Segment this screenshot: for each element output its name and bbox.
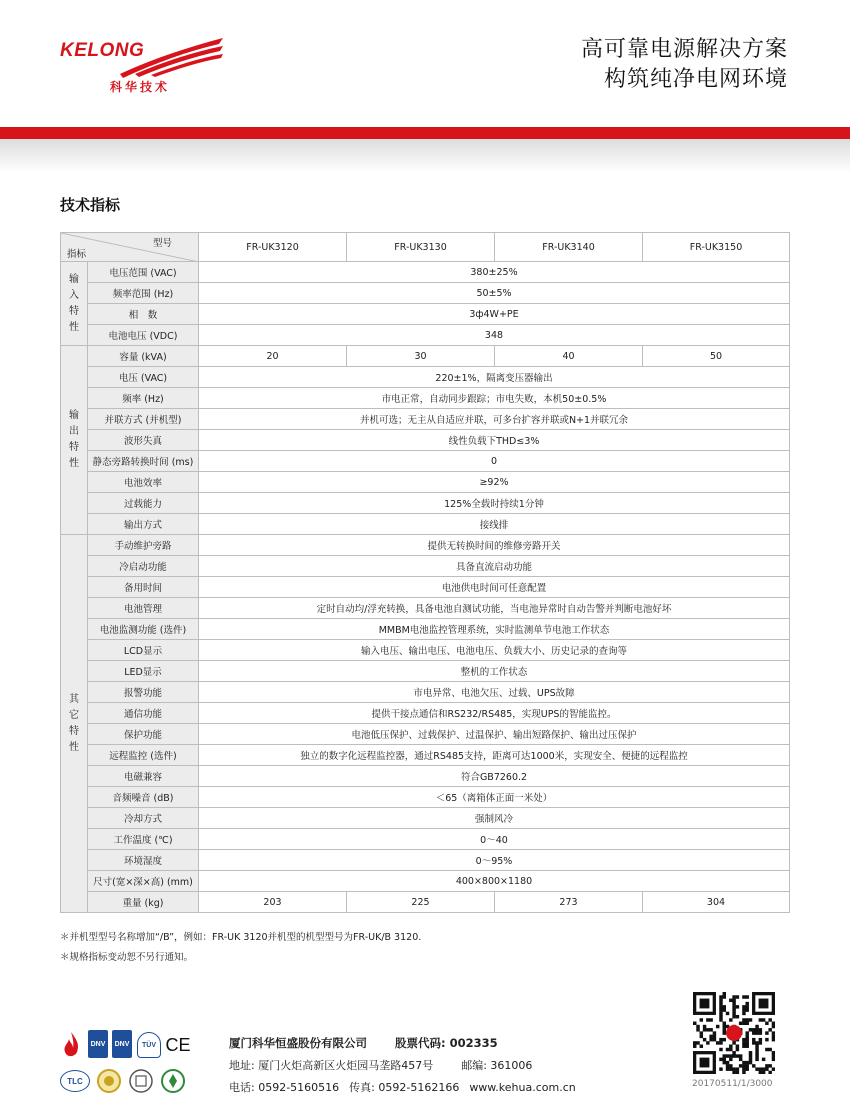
spec-label: 电池监测功能 (选件): [88, 619, 199, 640]
tuv-icon: [137, 1032, 161, 1058]
table-row: [61, 766, 790, 787]
tlc-label: TLC: [67, 1076, 83, 1086]
spec-label: 重量 (kg): [88, 892, 199, 913]
table-row: [61, 535, 790, 556]
table-row: [61, 745, 790, 766]
table-row: [61, 577, 790, 598]
spec-value: 独立的数字化远程监控器，通过RS485支持，距离可达1000米，实现安全、便捷的远程监控: [199, 745, 790, 766]
spec-value: 提供无转换时间的维修旁路开关: [199, 535, 790, 556]
spec-label: 静态旁路转换时间 (ms): [88, 451, 199, 472]
dnv-label: DNV: [90, 1040, 106, 1048]
weight-value: 203: [199, 892, 347, 913]
footnote: ＊规格指标变动恕不另行通知。: [60, 952, 194, 963]
spec-label: 尺寸(宽×深×高) (mm): [88, 871, 199, 892]
table-row: [61, 325, 790, 346]
table-row: [61, 892, 790, 913]
spec-value: 125%全载时持续1分钟: [199, 493, 790, 514]
spec-value: 提供干接点通信和RS232/RS485，实现UPS的智能监控。: [199, 703, 790, 724]
spec-value: 市电正常，自动同步跟踪；市电失败，本机50±0.5%: [199, 388, 790, 409]
kelong-logo: [60, 30, 225, 100]
spec-label: 工作温度 (℃): [88, 829, 199, 850]
spec-value: 符合GB7260.2: [199, 766, 790, 787]
spec-value: 市电异常、电池欠压、过载、UPS故障: [199, 682, 790, 703]
capacity-value: 30: [347, 346, 495, 367]
ce-label: CE: [165, 1034, 191, 1055]
table-row: [61, 367, 790, 388]
spec-label: 报警功能: [88, 682, 199, 703]
spec-label: 冷启动功能: [88, 556, 199, 577]
qr-code-icon: [693, 992, 775, 1074]
corner-label-spec: 指标: [67, 249, 87, 260]
model-header: FR-UK3130: [347, 233, 495, 262]
spec-label: 容量 (kVA): [88, 346, 199, 367]
table-row: [61, 388, 790, 409]
spec-value: 接线排: [199, 514, 790, 535]
capacity-value: 40: [495, 346, 643, 367]
company-fax: 传真: 0592-5162166: [349, 1081, 460, 1094]
spec-value: 348: [199, 325, 790, 346]
spec-value: 输入电压、输出电压、电池电压、负载大小、历史记录的查询等: [199, 640, 790, 661]
tlc-icon: [60, 1070, 90, 1092]
spec-table: [60, 232, 790, 913]
spec-label: 相 数: [88, 304, 199, 325]
table-row: [61, 871, 790, 892]
spec-value: 线性负载下THD≤3%: [199, 430, 790, 451]
table-row: [61, 640, 790, 661]
table-row: [61, 661, 790, 682]
spec-label: 冷却方式: [88, 808, 199, 829]
spec-label: 环境湿度: [88, 850, 199, 871]
footnotes: [60, 928, 421, 968]
table-row: [61, 808, 790, 829]
group-label: 输 入 特 性: [61, 262, 88, 346]
footnote: ＊并机型型号名称增加“/B”，例如：FR-UK 3120并机型的机型型号为FR-UK/B 3120.: [60, 932, 422, 943]
spec-value: 定时自动均/浮充转换，具备电池自测试功能，当电池异常时自动告警并判断电池好坏: [199, 598, 790, 619]
certification-logos: [60, 1028, 200, 1098]
slogan: [581, 35, 788, 95]
slogan-line-1: 高可靠电源解决方案: [580, 37, 788, 62]
capacity-value: 50: [643, 346, 790, 367]
group-label: 输 出 特 性: [61, 346, 88, 535]
spec-value: 电池低压保护、过载保护、过温保护、输出短路保护、输出过压保护: [199, 724, 790, 745]
quality-badge-icon: [112, 1030, 132, 1058]
emblem-icon: [96, 1068, 122, 1094]
spec-label: 电压 (VAC): [88, 367, 199, 388]
spec-value: 400×800×1180: [199, 871, 790, 892]
page-header: [0, 0, 850, 126]
table-row: [61, 451, 790, 472]
corner-label-model: 型号: [152, 238, 172, 249]
spec-label: 电池管理: [88, 598, 199, 619]
table-header-row: [61, 233, 790, 262]
table-row: [61, 283, 790, 304]
stock-code: 股票代码: 002335: [395, 1036, 498, 1050]
table-row: [61, 787, 790, 808]
logo-text-en: KELONG: [60, 40, 145, 61]
document-number: 20170511/1/3000: [692, 1079, 773, 1089]
spec-value: 强制风冷: [199, 808, 790, 829]
table-row: [61, 346, 790, 367]
table-row: [61, 724, 790, 745]
spec-label: 手动维护旁路: [88, 535, 199, 556]
table-row: [61, 409, 790, 430]
spec-label: 频率 (Hz): [88, 388, 199, 409]
model-header: FR-UK3120: [199, 233, 347, 262]
spec-value: 0～40: [199, 829, 790, 850]
weight-value: 225: [347, 892, 495, 913]
spec-label: 过载能力: [88, 493, 199, 514]
table-row: [61, 556, 790, 577]
company-website: www.kehua.com.cn: [469, 1081, 576, 1094]
table-row: [61, 682, 790, 703]
header-grey-band: [0, 139, 850, 173]
company-info: [229, 1032, 576, 1099]
section-title: 技术指标: [60, 196, 121, 214]
company-address: 地址: 厦门火炬高新区火炬园马垄路457号: [229, 1059, 434, 1072]
spec-label: LED显示: [88, 661, 199, 682]
header-red-bar: [0, 127, 850, 139]
spec-value: ≥92%: [199, 472, 790, 493]
weight-value: 304: [643, 892, 790, 913]
spec-value: MMBM电池监控管理系统，实时监测单节电池工作状态: [199, 619, 790, 640]
dnv-label: DNV: [114, 1040, 130, 1048]
spec-label: 输出方式: [88, 514, 199, 535]
weight-value: 273: [495, 892, 643, 913]
spec-value: 0～95%: [199, 850, 790, 871]
spec-label: 电池效率: [88, 472, 199, 493]
spec-label: 保护功能: [88, 724, 199, 745]
company-postcode: 邮编: 361006: [461, 1059, 533, 1072]
spec-value: 并机可选；无主从自适应并联，可多台扩容并联或N+1并联冗余: [199, 409, 790, 430]
spec-value: 电池供电时间可任意配置: [199, 577, 790, 598]
spec-label: 备用时间: [88, 577, 199, 598]
spec-value: 50±5%: [199, 283, 790, 304]
seal-icon: [128, 1068, 154, 1094]
spec-value: 0: [199, 451, 790, 472]
spec-value: 整机的工作状态: [199, 661, 790, 682]
tuv-label: TÜV: [142, 1041, 156, 1049]
model-header: FR-UK3140: [495, 233, 643, 262]
ce-mark-icon: [164, 1032, 192, 1058]
spec-label: 电池电压 (VDC): [88, 325, 199, 346]
spec-value: 380±25%: [199, 262, 790, 283]
table-row: [61, 829, 790, 850]
table-row: [61, 514, 790, 535]
table-row: [61, 472, 790, 493]
table-row: [61, 850, 790, 871]
spec-label: 电磁兼容: [88, 766, 199, 787]
corner-cell: [61, 233, 199, 262]
environment-icon: [160, 1068, 186, 1094]
spec-label: 远程监控 (选件): [88, 745, 199, 766]
table-row: [61, 703, 790, 724]
spec-label: 音频噪音 (dB): [88, 787, 199, 808]
spec-value: 具备直流启动功能: [199, 556, 790, 577]
flame-icon: [60, 1030, 82, 1060]
spec-label: 通信功能: [88, 703, 199, 724]
model-header: FR-UK3150: [643, 233, 790, 262]
table-row: [61, 598, 790, 619]
spec-label: 电压范围 (VAC): [88, 262, 199, 283]
slogan-line-2: 构筑纯净电网环境: [603, 67, 788, 92]
table-row: [61, 430, 790, 451]
spec-value: 220±1%，隔离变压器输出: [199, 367, 790, 388]
table-row: [61, 262, 790, 283]
spec-label: 波形失真: [88, 430, 199, 451]
group-label: 其 它 特 性: [61, 535, 88, 913]
quality-badge-icon: [88, 1030, 108, 1058]
company-phone: 电话: 0592-5160516: [229, 1081, 340, 1094]
capacity-value: 20: [199, 346, 347, 367]
table-row: [61, 304, 790, 325]
spec-value: 3ф4W+PE: [199, 304, 790, 325]
table-row: [61, 619, 790, 640]
logo-text-cn: 科华技术: [110, 80, 171, 94]
spec-label: LCD显示: [88, 640, 199, 661]
company-name: 厦门科华恒盛股份有限公司: [229, 1036, 367, 1050]
table-row: [61, 493, 790, 514]
spec-value: ＜65（离箱体正面一米处）: [199, 787, 790, 808]
spec-label: 频率范围 (Hz): [88, 283, 199, 304]
spec-label: 并联方式 (并机型): [88, 409, 199, 430]
